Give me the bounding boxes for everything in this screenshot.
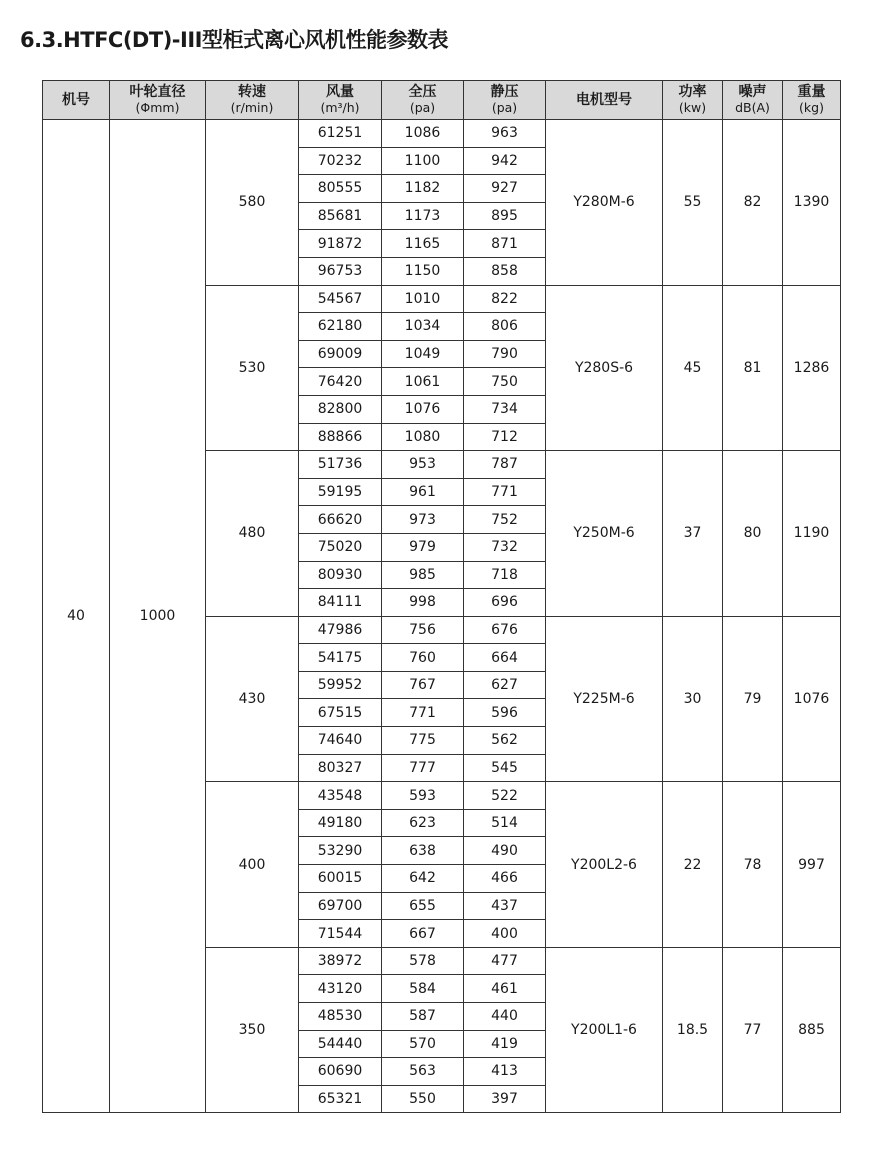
total-pressure-cell: 973 (382, 506, 464, 534)
total-pressure-cell: 1061 (382, 368, 464, 396)
static-pressure-cell: 822 (464, 285, 546, 313)
airflow-cell: 74640 (299, 727, 382, 755)
total-pressure-cell: 760 (382, 644, 464, 672)
airflow-cell: 69009 (299, 340, 382, 368)
airflow-cell: 38972 (299, 947, 382, 975)
airflow-cell: 61251 (299, 120, 382, 148)
airflow-cell: 80327 (299, 754, 382, 782)
airflow-cell: 66620 (299, 506, 382, 534)
col-header-machine-no: 机号 (43, 81, 110, 120)
col-header-noise: 噪声 dB(A) (723, 81, 783, 120)
total-pressure-cell: 623 (382, 809, 464, 837)
total-pressure-cell: 578 (382, 947, 464, 975)
airflow-cell: 43120 (299, 975, 382, 1003)
static-pressure-cell: 871 (464, 230, 546, 258)
airflow-cell: 80555 (299, 175, 382, 203)
power-cell: 37 (663, 451, 723, 617)
airflow-cell: 69700 (299, 892, 382, 920)
motor-model-cell: Y200L1-6 (546, 947, 663, 1113)
airflow-cell: 91872 (299, 230, 382, 258)
weight-cell: 997 (783, 782, 841, 948)
motor-model-cell: Y200L2-6 (546, 782, 663, 948)
static-pressure-cell: 942 (464, 147, 546, 175)
airflow-cell: 54440 (299, 1030, 382, 1058)
static-pressure-cell: 787 (464, 451, 546, 479)
static-pressure-cell: 858 (464, 257, 546, 285)
static-pressure-cell: 676 (464, 616, 546, 644)
weight-cell: 885 (783, 947, 841, 1113)
col-header-speed: 转速 (r/min) (206, 81, 299, 120)
power-cell: 55 (663, 120, 723, 286)
col-header-weight: 重量 (kg) (783, 81, 841, 120)
total-pressure-cell: 584 (382, 975, 464, 1003)
static-pressure-cell: 696 (464, 589, 546, 617)
static-pressure-cell: 718 (464, 561, 546, 589)
table-row (43, 120, 841, 148)
airflow-cell: 84111 (299, 589, 382, 617)
total-pressure-cell: 1173 (382, 202, 464, 230)
static-pressure-cell: 895 (464, 202, 546, 230)
noise-cell: 77 (723, 947, 783, 1113)
static-pressure-cell: 927 (464, 175, 546, 203)
weight-cell: 1076 (783, 616, 841, 782)
motor-model-cell: Y280M-6 (546, 120, 663, 286)
motor-model-cell: Y280S-6 (546, 285, 663, 451)
airflow-cell: 82800 (299, 395, 382, 423)
speed-cell: 530 (206, 285, 299, 451)
airflow-cell: 59195 (299, 478, 382, 506)
total-pressure-cell: 1100 (382, 147, 464, 175)
total-pressure-cell: 767 (382, 671, 464, 699)
airflow-cell: 70232 (299, 147, 382, 175)
power-cell: 22 (663, 782, 723, 948)
power-cell: 18.5 (663, 947, 723, 1113)
table-body (43, 120, 841, 1113)
total-pressure-cell: 550 (382, 1085, 464, 1113)
airflow-cell: 60690 (299, 1058, 382, 1086)
noise-cell: 78 (723, 782, 783, 948)
static-pressure-cell: 790 (464, 340, 546, 368)
total-pressure-cell: 1034 (382, 313, 464, 341)
airflow-cell: 53290 (299, 837, 382, 865)
power-cell: 45 (663, 285, 723, 451)
static-pressure-cell: 596 (464, 699, 546, 727)
total-pressure-cell: 593 (382, 782, 464, 810)
static-pressure-cell: 413 (464, 1058, 546, 1086)
static-pressure-cell: 545 (464, 754, 546, 782)
airflow-cell: 88866 (299, 423, 382, 451)
total-pressure-cell: 667 (382, 920, 464, 948)
static-pressure-cell: 750 (464, 368, 546, 396)
col-header-motor-model: 电机型号 (546, 81, 663, 120)
static-pressure-cell: 437 (464, 892, 546, 920)
total-pressure-cell: 1010 (382, 285, 464, 313)
total-pressure-cell: 655 (382, 892, 464, 920)
static-pressure-cell: 562 (464, 727, 546, 755)
total-pressure-cell: 638 (382, 837, 464, 865)
airflow-cell: 96753 (299, 257, 382, 285)
static-pressure-cell: 397 (464, 1085, 546, 1113)
col-header-airflow: 风量 (m³/h) (299, 81, 382, 120)
airflow-cell: 62180 (299, 313, 382, 341)
col-header-static-pressure: 静压 (pa) (464, 81, 546, 120)
impeller-diameter-cell: 1000 (110, 120, 206, 1113)
airflow-cell: 43548 (299, 782, 382, 810)
static-pressure-cell: 400 (464, 920, 546, 948)
noise-cell: 82 (723, 120, 783, 286)
total-pressure-cell: 775 (382, 727, 464, 755)
airflow-cell: 48530 (299, 1003, 382, 1031)
total-pressure-cell: 570 (382, 1030, 464, 1058)
airflow-cell: 59952 (299, 671, 382, 699)
total-pressure-cell: 961 (382, 478, 464, 506)
total-pressure-cell: 979 (382, 533, 464, 561)
page-title: 6.3.HTFC(DT)-III型柜式离心风机性能参数表 (20, 28, 448, 52)
static-pressure-cell: 712 (464, 423, 546, 451)
airflow-cell: 49180 (299, 809, 382, 837)
total-pressure-cell: 771 (382, 699, 464, 727)
static-pressure-cell: 522 (464, 782, 546, 810)
machine-no-cell: 40 (43, 120, 110, 1113)
total-pressure-cell: 953 (382, 451, 464, 479)
total-pressure-cell: 1049 (382, 340, 464, 368)
speed-cell: 350 (206, 947, 299, 1113)
static-pressure-cell: 664 (464, 644, 546, 672)
header-row (43, 81, 841, 120)
airflow-cell: 47986 (299, 616, 382, 644)
airflow-cell: 51736 (299, 451, 382, 479)
total-pressure-cell: 1150 (382, 257, 464, 285)
airflow-cell: 75020 (299, 533, 382, 561)
static-pressure-cell: 440 (464, 1003, 546, 1031)
speed-cell: 430 (206, 616, 299, 782)
static-pressure-cell: 461 (464, 975, 546, 1003)
speed-cell: 580 (206, 120, 299, 286)
static-pressure-cell: 732 (464, 533, 546, 561)
airflow-cell: 60015 (299, 865, 382, 893)
static-pressure-cell: 752 (464, 506, 546, 534)
speed-cell: 480 (206, 451, 299, 617)
static-pressure-cell: 514 (464, 809, 546, 837)
col-header-total-pressure: 全压 (pa) (382, 81, 464, 120)
speed-cell: 400 (206, 782, 299, 948)
total-pressure-cell: 1165 (382, 230, 464, 258)
total-pressure-cell: 777 (382, 754, 464, 782)
static-pressure-cell: 627 (464, 671, 546, 699)
total-pressure-cell: 1076 (382, 395, 464, 423)
col-header-impeller-diameter: 叶轮直径 (Φmm) (110, 81, 206, 120)
total-pressure-cell: 756 (382, 616, 464, 644)
total-pressure-cell: 998 (382, 589, 464, 617)
total-pressure-cell: 587 (382, 1003, 464, 1031)
performance-table (42, 80, 841, 1113)
total-pressure-cell: 563 (382, 1058, 464, 1086)
motor-model-cell: Y250M-6 (546, 451, 663, 617)
static-pressure-cell: 963 (464, 120, 546, 148)
static-pressure-cell: 477 (464, 947, 546, 975)
airflow-cell: 67515 (299, 699, 382, 727)
power-cell: 30 (663, 616, 723, 782)
airflow-cell: 76420 (299, 368, 382, 396)
airflow-cell: 85681 (299, 202, 382, 230)
static-pressure-cell: 771 (464, 478, 546, 506)
weight-cell: 1190 (783, 451, 841, 617)
motor-model-cell: Y225M-6 (546, 616, 663, 782)
static-pressure-cell: 734 (464, 395, 546, 423)
noise-cell: 79 (723, 616, 783, 782)
total-pressure-cell: 642 (382, 865, 464, 893)
airflow-cell: 80930 (299, 561, 382, 589)
airflow-cell: 54567 (299, 285, 382, 313)
static-pressure-cell: 419 (464, 1030, 546, 1058)
noise-cell: 80 (723, 451, 783, 617)
total-pressure-cell: 985 (382, 561, 464, 589)
total-pressure-cell: 1086 (382, 120, 464, 148)
airflow-cell: 71544 (299, 920, 382, 948)
col-header-power: 功率 (kw) (663, 81, 723, 120)
noise-cell: 81 (723, 285, 783, 451)
airflow-cell: 54175 (299, 644, 382, 672)
static-pressure-cell: 806 (464, 313, 546, 341)
static-pressure-cell: 490 (464, 837, 546, 865)
total-pressure-cell: 1080 (382, 423, 464, 451)
weight-cell: 1390 (783, 120, 841, 286)
weight-cell: 1286 (783, 285, 841, 451)
airflow-cell: 65321 (299, 1085, 382, 1113)
total-pressure-cell: 1182 (382, 175, 464, 203)
static-pressure-cell: 466 (464, 865, 546, 893)
